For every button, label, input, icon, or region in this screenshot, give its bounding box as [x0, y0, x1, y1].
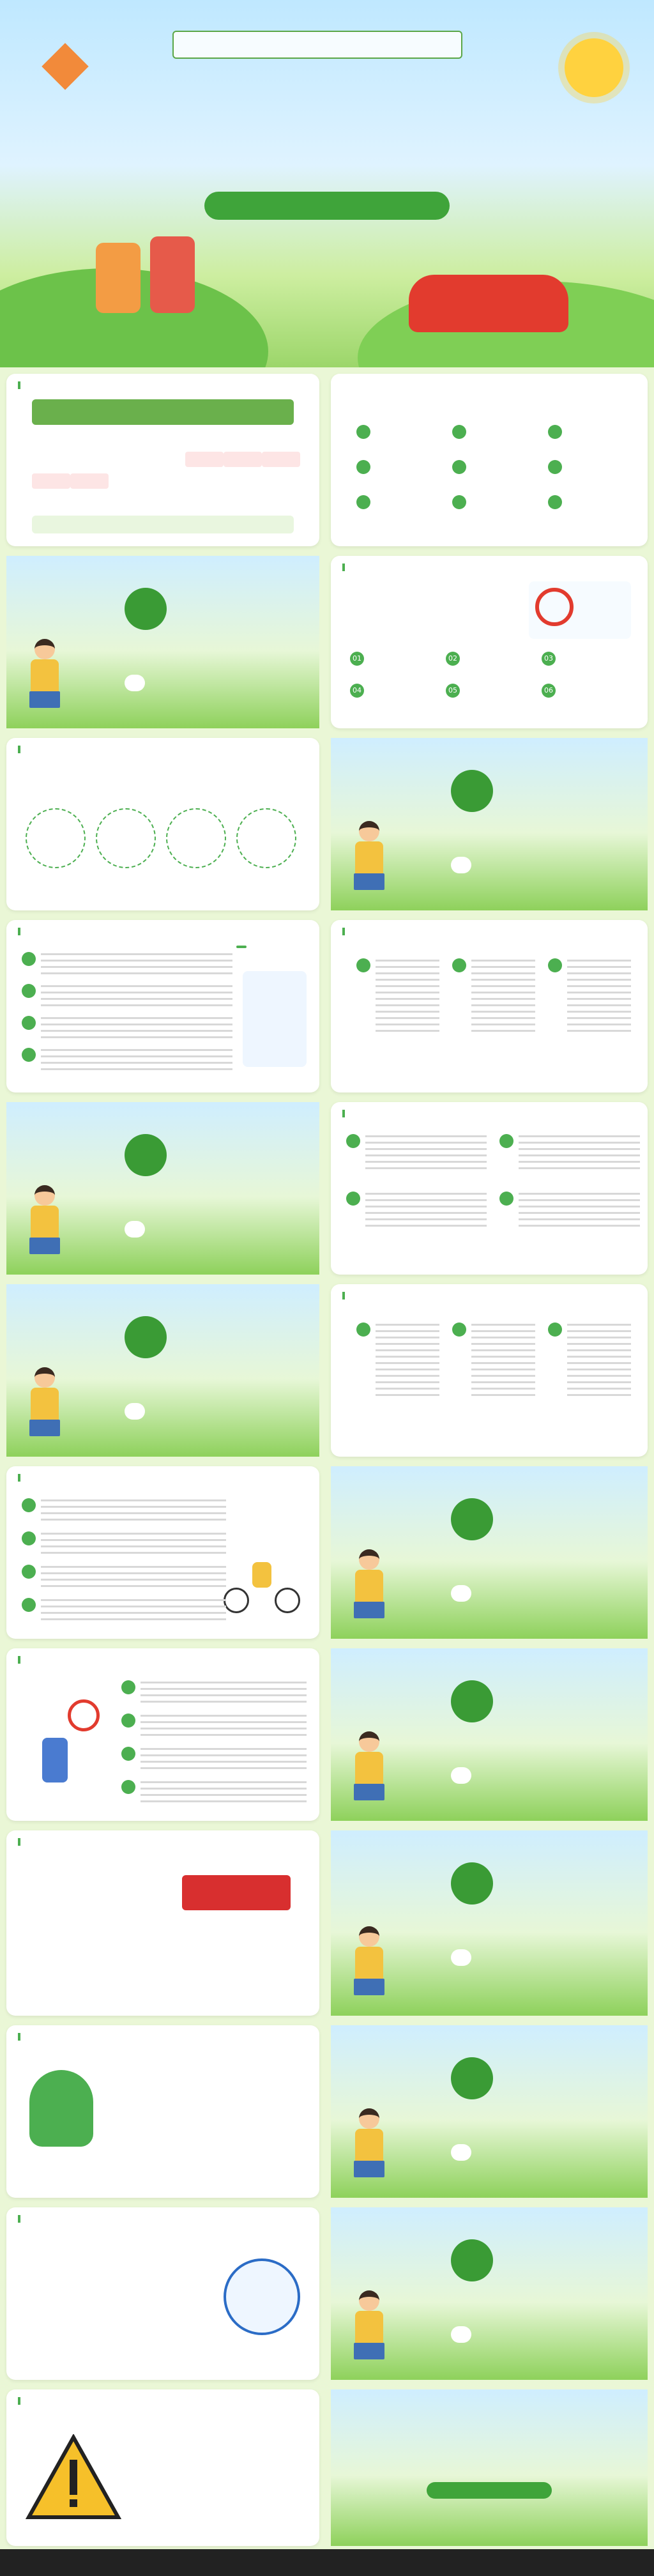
list-number — [499, 1192, 513, 1206]
drown-card-1 — [331, 556, 648, 728]
toc-number — [356, 495, 370, 509]
toc-item[interactable] — [548, 460, 631, 475]
teacher-figure — [350, 1731, 388, 1808]
slogan-top — [172, 31, 462, 59]
calendar-weekday — [32, 434, 70, 449]
home-card — [6, 1648, 319, 1821]
list-number — [22, 1048, 36, 1062]
section-subtitle — [451, 1767, 471, 1784]
list-number — [22, 1016, 36, 1030]
list-text-placeholder — [471, 960, 535, 1036]
list-text-placeholder — [41, 1566, 226, 1588]
toc-number — [356, 460, 370, 474]
section-number — [451, 1680, 493, 1722]
rule-number: 01 — [350, 652, 364, 666]
list-number — [22, 1565, 36, 1579]
list-number — [452, 958, 466, 972]
list-number — [452, 1322, 466, 1337]
teacher-figure — [26, 639, 64, 716]
calendar-weekday — [224, 434, 262, 449]
hero-banner — [0, 0, 654, 367]
network-shield-icon — [29, 2070, 93, 2147]
fire-card — [6, 1830, 319, 2016]
rule-number: 02 — [446, 652, 460, 666]
four-know-item — [236, 808, 296, 868]
list-number — [121, 1780, 135, 1794]
toc-number — [452, 460, 466, 474]
toc-number — [452, 425, 466, 439]
calendar-day — [70, 452, 109, 467]
teacher-figure — [350, 1926, 388, 2003]
list-text-placeholder — [41, 953, 232, 976]
calendar-day — [32, 452, 70, 467]
net-header — [18, 2033, 24, 2043]
list-number — [121, 1747, 135, 1761]
child-figure-left — [96, 243, 141, 313]
calendar-weekday — [70, 434, 109, 449]
child-figure-right — [150, 236, 195, 313]
four-know-item — [26, 808, 86, 868]
kite-icon — [42, 43, 89, 90]
hero-slogan-pill — [204, 192, 450, 220]
section-subtitle — [451, 1949, 471, 1966]
list-text-placeholder — [141, 1781, 307, 1804]
other-header — [18, 2397, 24, 2407]
list-number — [356, 1322, 370, 1337]
notice-footer-tip — [32, 516, 294, 533]
list-text-placeholder — [41, 1499, 226, 1521]
food-card — [6, 2207, 319, 2380]
rule-item — [542, 652, 631, 666]
four-know-item — [166, 808, 226, 868]
notice-subtitle — [32, 399, 294, 425]
teacher-figure — [26, 1367, 64, 1444]
list-text-placeholder — [519, 1193, 640, 1231]
section-panel-s09 — [331, 2207, 648, 2380]
list-text-placeholder — [567, 960, 631, 1036]
calendar-weekday — [185, 434, 224, 449]
section-panel-s04 — [6, 1284, 319, 1457]
section-subtitle — [125, 675, 145, 691]
list-number — [548, 1322, 562, 1337]
four-know-item — [96, 808, 156, 868]
holiday-notice-card — [6, 374, 319, 546]
section-subtitle — [451, 857, 471, 873]
section-number — [125, 1316, 167, 1358]
list-text-placeholder — [41, 1017, 232, 1040]
list-text-placeholder — [365, 1193, 487, 1231]
toc-item[interactable] — [452, 425, 535, 440]
travel-card-2 — [6, 1466, 319, 1639]
rule-number: 06 — [542, 684, 556, 698]
rule-number: 05 — [446, 684, 460, 698]
list-text-placeholder — [141, 1715, 307, 1738]
toc-item[interactable] — [548, 425, 631, 440]
fire-extinguisher-sign — [182, 1875, 291, 1910]
drown1-header — [342, 564, 349, 573]
calendar-weekday — [262, 434, 300, 449]
travel2-header — [18, 1474, 24, 1483]
list-number — [22, 952, 36, 966]
calendar-day — [224, 452, 262, 467]
section-panel-s05 — [331, 1466, 648, 1639]
list-text-placeholder — [41, 1049, 232, 1072]
no-swimming-sign-icon — [529, 581, 631, 639]
calendar-day — [109, 473, 147, 489]
traffic1-header — [18, 928, 24, 937]
section-number — [451, 770, 493, 812]
list-number — [346, 1192, 360, 1206]
list-text-placeholder — [141, 1748, 307, 1771]
drown-card-2 — [6, 738, 319, 910]
list-number — [22, 984, 36, 998]
bicycle-illustration — [224, 1562, 307, 1613]
list-text-placeholder — [567, 1324, 631, 1400]
section-subtitle — [451, 2144, 471, 2161]
list-number — [346, 1134, 360, 1148]
notice-header — [18, 381, 24, 391]
section-subtitle — [451, 1585, 471, 1602]
students-crossing-illustration — [243, 971, 307, 1067]
warning-triangle-icon — [26, 2434, 121, 2520]
calendar-day — [224, 473, 262, 489]
section-panel-s01 — [6, 556, 319, 728]
sun-icon — [565, 38, 623, 97]
section-subtitle — [125, 1221, 145, 1238]
calendar-day — [185, 473, 224, 489]
fire-header — [18, 1838, 24, 1848]
list-number — [121, 1713, 135, 1728]
calendar-day — [262, 473, 300, 489]
list-text-placeholder — [41, 1599, 226, 1621]
food-safety-icon — [224, 2258, 300, 2335]
toc-item[interactable] — [356, 425, 439, 440]
toc-item[interactable] — [452, 460, 535, 475]
rule-item — [446, 652, 535, 666]
list-text-placeholder — [471, 1324, 535, 1400]
section-panel-s08 — [331, 2025, 648, 2198]
no-outlet-touch-icon — [23, 1693, 106, 1789]
calendar-day — [147, 452, 185, 467]
travel1-header — [342, 1292, 349, 1301]
traffic1-badge — [236, 946, 247, 948]
weather-card — [331, 1102, 648, 1275]
traffic-card-1 — [6, 920, 319, 1092]
list-text-placeholder — [365, 1135, 487, 1174]
calendar-day — [32, 473, 70, 489]
travel-card-1 — [331, 1284, 648, 1457]
traffic2-header — [342, 928, 349, 937]
section-number — [451, 1862, 493, 1905]
list-number — [22, 1531, 36, 1545]
drown2-header — [18, 746, 24, 755]
contents-card — [331, 374, 648, 546]
calendar-day — [185, 452, 224, 467]
weather-header — [342, 1110, 349, 1119]
toc-number — [548, 495, 562, 509]
traffic-card-2 — [331, 920, 648, 1092]
list-text-placeholder — [519, 1135, 640, 1174]
final-slogan-pill — [427, 2482, 552, 2499]
toc-number — [356, 425, 370, 439]
network-card — [6, 2025, 319, 2198]
rule-number: 04 — [350, 684, 364, 698]
calendar-day — [262, 452, 300, 467]
toc-item[interactable] — [452, 495, 535, 510]
list-text-placeholder — [376, 960, 439, 1036]
section-panel-s07 — [331, 1830, 648, 2016]
calendar-weekday — [109, 434, 147, 449]
toc-number — [452, 495, 466, 509]
section-number — [125, 1134, 167, 1176]
list-number — [22, 1498, 36, 1512]
list-text-placeholder — [41, 1533, 226, 1554]
rule-item — [350, 652, 439, 666]
list-number — [499, 1134, 513, 1148]
rule-number: 03 — [542, 652, 556, 666]
toc-number — [548, 425, 562, 439]
toc-item[interactable] — [548, 495, 631, 510]
food-header — [18, 2215, 24, 2225]
teacher-figure — [350, 2108, 388, 2185]
rule-item — [542, 684, 631, 698]
final-banner — [331, 2389, 648, 2546]
red-car-illustration — [409, 275, 568, 332]
other-card — [6, 2389, 319, 2546]
toc-item[interactable] — [356, 460, 439, 475]
list-text-placeholder — [41, 985, 232, 1008]
rule-item — [350, 684, 439, 698]
list-number — [22, 1598, 36, 1612]
section-subtitle — [125, 1403, 145, 1420]
section-subtitle — [451, 2326, 471, 2343]
teacher-figure — [26, 1185, 64, 1262]
section-panel-s02 — [331, 738, 648, 910]
section-panel-s06 — [331, 1648, 648, 1821]
calendar-day — [70, 473, 109, 489]
list-number — [121, 1680, 135, 1694]
teacher-figure — [350, 821, 388, 898]
section-number — [451, 1498, 493, 1540]
toc-number — [548, 460, 562, 474]
home-header — [18, 1656, 24, 1666]
list-text-placeholder — [376, 1324, 439, 1400]
list-text-placeholder — [141, 1682, 307, 1705]
section-panel-s03 — [6, 1102, 319, 1275]
calendar-weekday — [147, 434, 185, 449]
calendar-day — [109, 452, 147, 467]
footer-watermark — [0, 2549, 654, 2576]
list-number — [356, 958, 370, 972]
list-number — [548, 958, 562, 972]
section-number — [125, 588, 167, 630]
section-number — [451, 2239, 493, 2281]
rule-item — [446, 684, 535, 698]
section-number — [451, 2057, 493, 2099]
calendar-day — [147, 473, 185, 489]
teacher-figure — [350, 2290, 388, 2367]
teacher-figure — [350, 1549, 388, 1626]
toc-item[interactable] — [356, 495, 439, 510]
